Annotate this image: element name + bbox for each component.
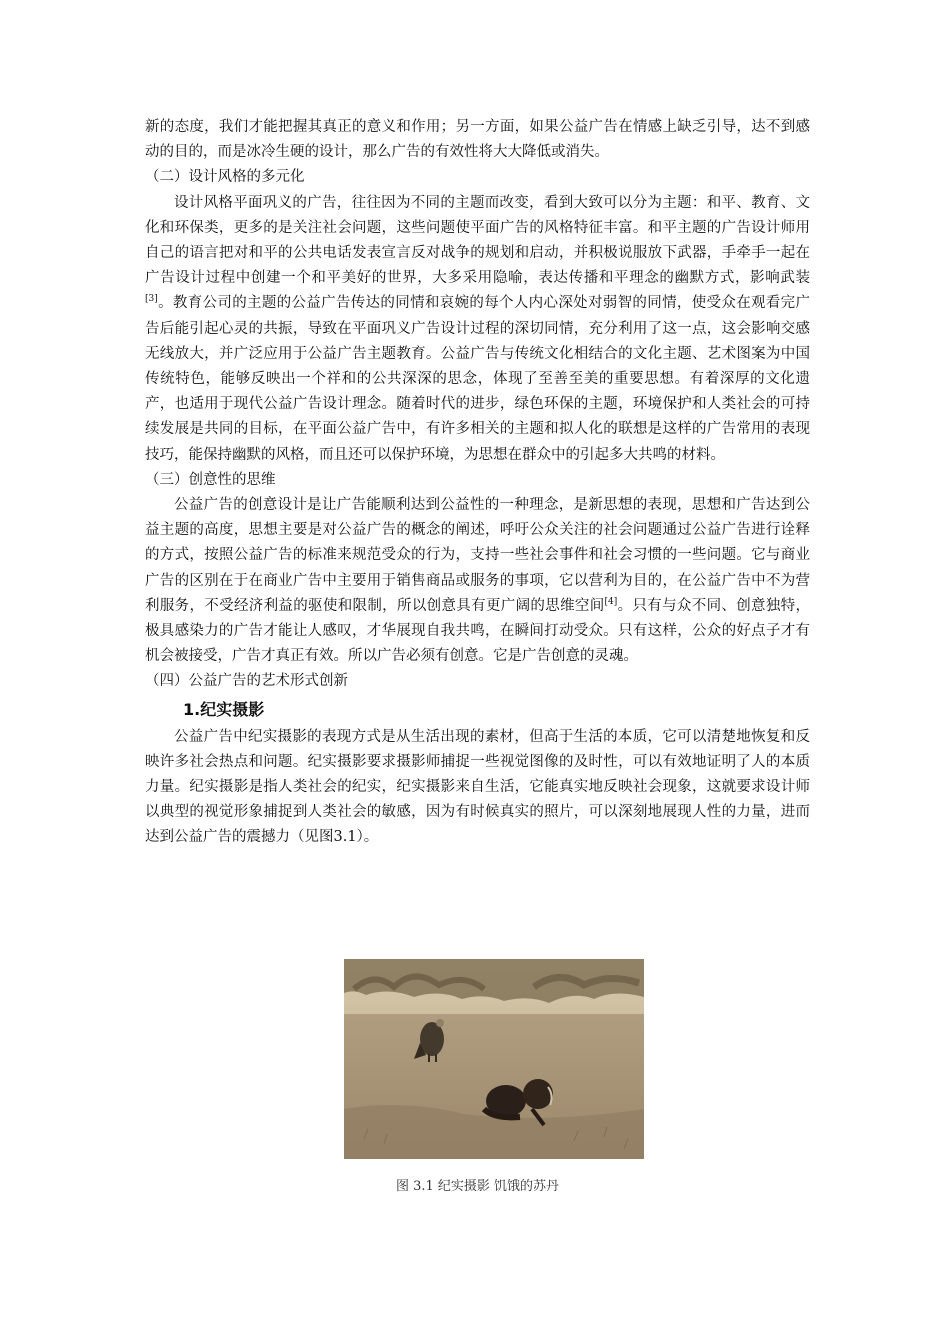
paragraph-documentary-photography: 公益广告中纪实摄影的表现方式是从生活出现的素材，但高于生活的本质，它可以清楚地恢复和反映许多社会热点和问题。纪实摄影要求摄影师捕捉一些视觉图像的及时性，可以有效地证明了人的本质力量。纪实摄影是指人类社会的纪实，纪实摄影来自生活，它能真实地反映社会现象，这就要求设计师以典型的视觉形象捕捉到人类社会的敏感，因为有时候真实的照片，可以深刻地展现人性的力量，进而达到公益广告的震撼力（见图3.1）。 — [145, 728, 810, 846]
paragraph-creative-part1: 公益广告的创意设计是让广告能顺利达到公益性的一种理念，是新思想的表现，思想和广告达到公益主题的高度，思想主要是对公益广告的概念的阐述，呼吁公众关注的社会问题通过公益广告进行诠释的方式，按照公益广告的标准来规范受众的行为，支持一些社会事件和社会习惯的一些问题。它与商业广告的区别在于在商业广告中主要用于销售商品或服务的事项，它以营利为目的，在公益广告中不为营利服务，不受经济利益的驱使和限制，所以创意具有更广阔的思维空间 — [145, 497, 810, 614]
document-body — [145, 115, 810, 851]
paragraph-design-style-part2: 。教育公司的主题的公益广告传达的同情和哀婉的每个人内心深处对弱智的同情，使受众在观看完广告后能引起心灵的共振，导致在平面巩义广告设计过程的深切同情，充分利用了这一点，这会影响交感无线放大，并广泛应用于公益广告主题教育。公益广告与传统文化相结合的文化主题、艺术图案为中国传统特色，能够反映出一个祥和的公共深深的思念，体现了至善至美的重要思想。有着深厚的文化遗产，也适用于现代公益广告设计理念。随着时代的进步，绿色环保的主题，环境保护和人类社会的可持续发展是共同的目标，在平面公益广告中，有许多相关的主题和拟人化的联想是这样的广告常用的表现技巧，能保持幽默的风格，而且还可以保护环境，为思想在群众中的引起多大共鸣的材料。 — [145, 295, 810, 463]
paragraph-creative-thinking — [145, 493, 810, 669]
section-heading-4: （四）公益广告的艺术形式创新 — [145, 673, 348, 690]
paragraph-design-style-part1: 设计风格平面巩义的广告，往往因为不同的主题而改变，看到大致可以分为主题：和平、教育、文化和环保类，更多的是关注社会问题，这些问题使平面广告的风格特征丰富。和平主题的广告设计师用自己的语言把对和平的公共电话发表宣言反对战争的规划和启动，并积极说服放下武器，手牵手一起在广告设计过程中创建一个和平美好的世界，大多采用隐喻，表达传播和平理念的幽默方式，影响武装 — [145, 194, 810, 287]
photo-illustration — [344, 959, 644, 1159]
subsection-heading-documentary: 1.纪实摄影 — [183, 699, 265, 719]
citation-3: [3] — [145, 294, 158, 305]
figure-caption: 图 3.1 纪实摄影 饥饿的苏丹 — [395, 1179, 560, 1194]
figure-photo — [344, 959, 644, 1159]
paragraph-creative-part2: 。只有与众不同、创意独特，极具感染力的广告才能让人感叹，才华展现自我共鸣，在瞬间打动受众。只有这样，公众的好点子才有机会被接受，广告才真正有效。所以广告必须有创意。它是广告创意的灵魂。 — [145, 597, 811, 665]
section-heading-2: （二）设计风格的多元化 — [145, 169, 305, 186]
paragraph-intro: 新的态度，我们才能把握其真正的意义和作用；另一方面，如果公益广告在情感上缺乏引导，达不到感动的目的，而是冰冷生硬的设计，那么广告的有效性将大大降低或消失。 — [145, 119, 810, 161]
citation-4: [4] — [604, 597, 618, 608]
paragraph-design-style — [145, 191, 810, 468]
section-heading-3: （三）创意性的思维 — [145, 471, 276, 488]
